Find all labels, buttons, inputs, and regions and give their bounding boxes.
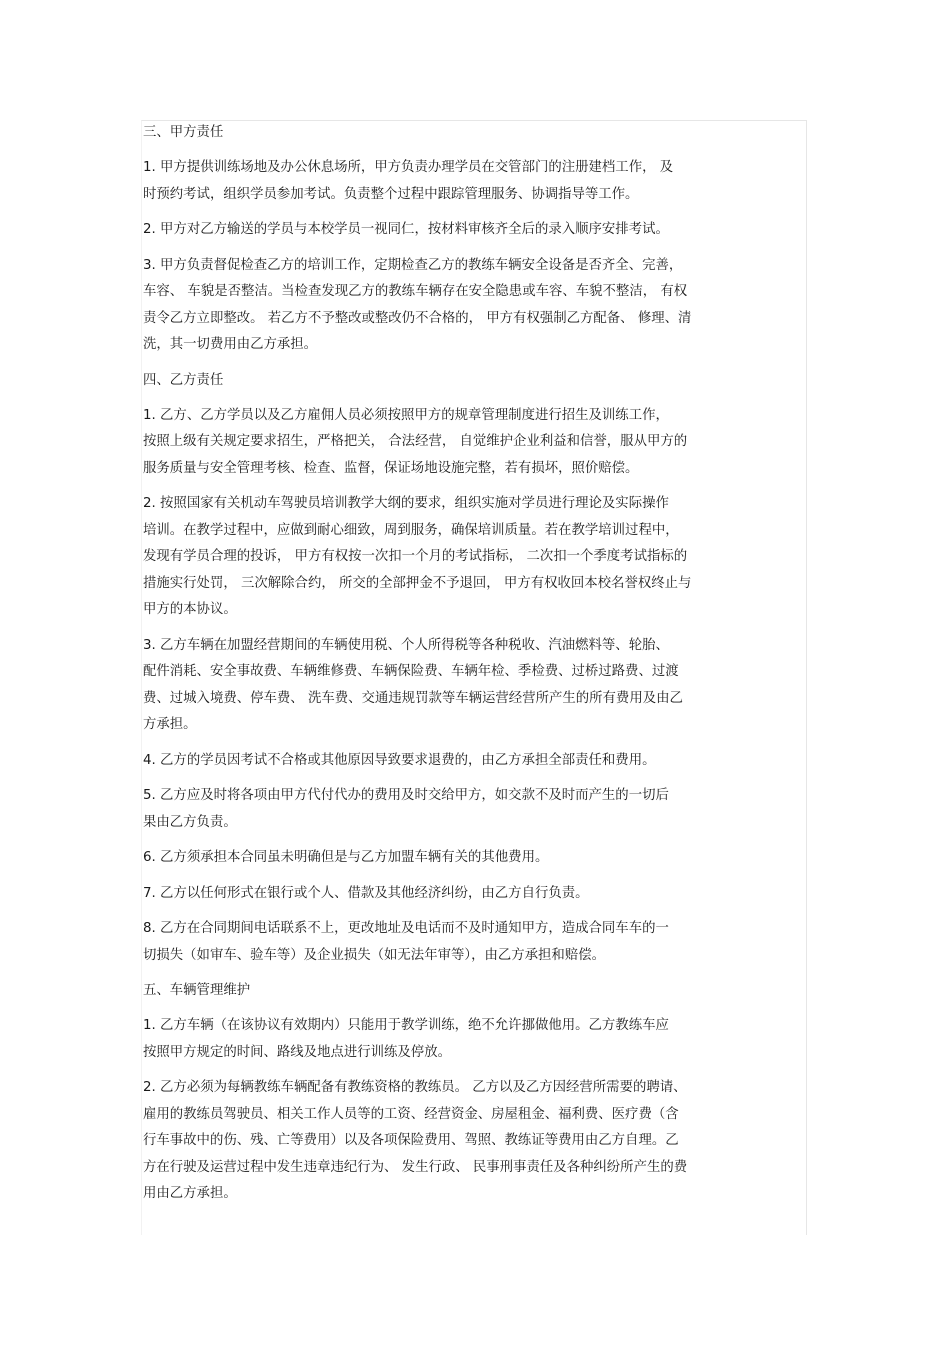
- clause-line: 2. 甲方对乙方输送的学员与本校学员一视同仁，按材料审核齐全后的录入顺序安排考试。: [143, 222, 669, 237]
- clause-paragraph: [143, 633, 808, 739]
- clause-line: 服务质量与安全管理考核、检查、监督，保证场地设施完整，若有损坏，照价赔偿。: [143, 460, 639, 476]
- section-heading: 三、甲方责任: [143, 125, 224, 140]
- clause-paragraph: [143, 1013, 808, 1066]
- section-heading: 四、乙方责任: [143, 372, 224, 388]
- clause-line: 措施实行处罚， 三次解除合约， 所交的全部押金不予退回， 甲方有权收回本校名誉权终止与: [143, 575, 692, 591]
- clause-line: 洗，其一切费用由乙方承担。: [143, 337, 318, 352]
- clause-paragraph: [143, 1075, 808, 1208]
- clause-line: 雇用的教练员驾驶员、相关工作人员等的工资、经营资金、房屋租金、福利费、医疗费（含: [143, 1106, 679, 1122]
- clause-line: 5. 乙方应及时将各项由甲方代付代办的费用及时交给甲方，如交款不及时而产生的一切后: [143, 788, 669, 803]
- clause-paragraph: [143, 155, 808, 208]
- clause-line: 2. 乙方必须为每辆教练车辆配备有教练资格的教练员。 乙方以及乙方因经营所需要的聘请、: [143, 1080, 687, 1095]
- clause-line: 时预约考试，组织学员参加考试。负责整个过程中跟踪管理服务、协调指导等工作。: [143, 186, 639, 202]
- clause-line: 按照上级有关规定要求招生，严格把关， 合法经营， 自觉维护企业利益和信誉，服从甲方的: [143, 434, 688, 449]
- clause-line: 7. 乙方以任何形式在银行或个人、借款及其他经济纠纷，由乙方自行负责。: [143, 885, 589, 901]
- clause-line: 用由乙方承担。: [143, 1186, 237, 1201]
- clause-paragraph: [143, 881, 808, 908]
- section-heading: 五、车辆管理维护: [143, 983, 251, 998]
- clause-paragraph: [143, 253, 808, 359]
- clause-line: 1. 乙方车辆（在该协议有效期内）只能用于教学训练，绝不允许挪做他用。乙方教练车应: [143, 1018, 669, 1033]
- clause-line: 责令乙方立即整改。 若乙方不予整改或整改仍不合格的， 甲方有权强制乙方配备、 修理、清: [143, 310, 692, 326]
- clause-line: 配件消耗、安全事故费、车辆维修费、车辆保险费、车辆年检、季检费、过桥过路费、过渡: [143, 664, 679, 679]
- clause-line: 3. 甲方负责督促检查乙方的培训工作，定期检查乙方的教练车辆安全设备是否齐全、完善，: [143, 257, 683, 273]
- clause-paragraph: [143, 916, 808, 969]
- clause-line: 发现有学员合理的投诉， 甲方有权按一次扣一个月的考试指标， 二次扣一个季度考试指标的: [143, 549, 688, 564]
- clause-paragraph: [143, 845, 808, 872]
- clause-line: 4. 乙方的学员因考试不合格或其他原因导致要求退费的，由乙方承担全部责任和费用。: [143, 752, 656, 768]
- clause-line: 切损失（如审车、验车等）及企业损失（如无法年审等），由乙方承担和赔偿。: [143, 947, 605, 963]
- clause-paragraph: [143, 491, 808, 624]
- clause-line: 培训。在教学过程中，应做到耐心细致，周到服务，确保培训质量。若在教学培训过程中，: [143, 522, 679, 538]
- clause-line: 车容、 车貌是否整洁。当检查发现乙方的教练车辆存在安全隐患或车容、车貌不整洁， 有权: [143, 284, 688, 299]
- document-body: [143, 120, 808, 1217]
- clause-line: 1. 乙方、乙方学员以及乙方雇佣人员必须按照甲方的规章管理制度进行招生及训练工作，: [143, 407, 669, 423]
- clause-line: 果由乙方负责。: [143, 814, 237, 830]
- clause-line: 3. 乙方车辆在加盟经营期间的车辆使用税、个人所得税等各种税收、汽油燃料等、轮胎、: [143, 637, 669, 653]
- clause-line: 6. 乙方须承担本合同虽未明确但是与乙方加盟车辆有关的其他费用。: [143, 850, 549, 865]
- clause-paragraph: [143, 783, 808, 836]
- clause-line: 方在行驶及运营过程中发生违章违纪行为、 发生行政、 民事刑事责任及各种纠纷所产生的费: [143, 1159, 688, 1175]
- clause-line: 按照甲方规定的时间、路线及地点进行训练及停放。: [143, 1044, 451, 1060]
- clause-paragraph: [143, 403, 808, 483]
- clause-paragraph: [143, 748, 808, 775]
- clause-line: 甲方的本协议。: [143, 602, 237, 617]
- clause-line: 8. 乙方在合同期间电话联系不上，更改地址及电话而不及时通知甲方，造成合同车车的一: [143, 921, 669, 936]
- clause-line: 方承担。: [143, 717, 197, 732]
- clause-paragraph: [143, 217, 808, 244]
- clause-line: 行车事故中的伤、残、亡等费用）以及各项保险费用、驾照、教练证等费用由乙方自理。乙: [143, 1133, 679, 1148]
- clause-line: 费、过城入境费、停车费、 洗车费、交通违规罚款等车辆运营经营所产生的所有费用及由乙: [143, 690, 683, 706]
- clause-line: 2. 按照国家有关机动车驾驶员培训教学大纲的要求，组织实施对学员进行理论及实际操作: [143, 496, 669, 511]
- clause-line: 1. 甲方提供训练场地及办公休息场所，甲方负责办理学员在交管部门的注册建档工作， 及: [143, 160, 674, 175]
